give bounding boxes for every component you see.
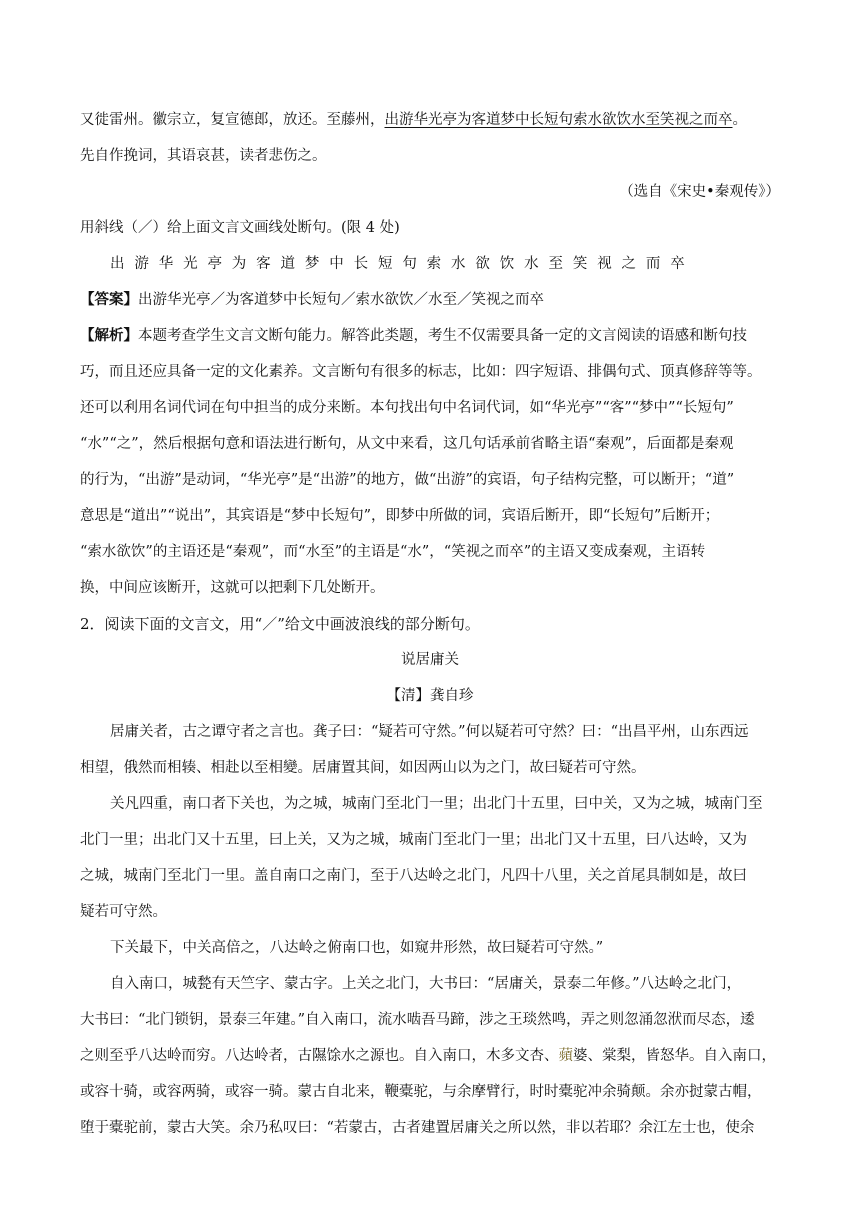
- question-prompt: 2．阅读下面的文言文，用“／”给文中画波浪线的部分断句。: [80, 615, 480, 633]
- essay-author: 【清】龚自珍: [386, 688, 474, 704]
- essay-text: 之则至乎八达岭而穷。八达岭者，古隰馀水之源也。自入南口，木多文杏、: [80, 1048, 559, 1064]
- essay-paragraph-line: 居庸关者，古之谭守者之言也。龚子曰：“疑若可守然。”何以疑若可守然？曰：“出昌平州，山东西远: [110, 724, 749, 740]
- passage-text: 又徙雷州。徽宗立，复宣德郎，放还。至藤州，: [80, 112, 385, 128]
- essay-paragraph-line: 北门一里；出北门又十五里，曰上关，又为之城，城南门至北门一里；出北门又十五里，曰八达岭，又为: [80, 832, 747, 848]
- analysis-line: [80, 326, 780, 346]
- analysis-text: 本题考查学生文言文断句能力。解答此类题，考生不仅需要具备一定的文言阅读的语感和断句技: [138, 328, 747, 344]
- essay-paragraph-line: 下关最下，中关高倍之，八达岭之俯南口也，如窥井形然，故曰疑若可守然。”: [110, 940, 604, 956]
- essay-text: 婆、棠梨，皆怒华。自入南口，: [573, 1048, 776, 1064]
- spaced-sentence: 出游华光亭为客道梦中长短句索水欲饮水至笑视之而卒: [110, 256, 695, 272]
- passage-line-1: [80, 110, 780, 130]
- essay-paragraph-line: 自入南口，城甃有天竺字、蒙古字。上关之北门，大书曰：“居庸关，景泰二年修。”八达岭之北门，: [110, 976, 742, 992]
- analysis-line: 意思是“道出”“说出”，其宾语是“梦中长短句”，即梦中所做的词，宾语后断开，即“长短句”后断开；: [80, 508, 720, 524]
- essay-title: 说居庸关: [401, 652, 459, 668]
- analysis-line: 的行为，“出游”是动词，“华光亭”是“出游”的地方，做“出游”的宾语，句子结构完整，可以断开；“道”: [80, 472, 735, 488]
- passage-source: （选自《宋史•秦观传》）: [619, 184, 780, 200]
- analysis-line: “索水欲饮”的主语还是“秦观”，而“水至”的主语是“水”，“笑视之而卒”的主语又变成秦观，主语转: [80, 544, 706, 560]
- analysis-line: 还可以利用名词代词在句中担当的成分来断。本句找出句中名词代词，如“华光亭”“客”“梦中”“长短句”: [80, 400, 734, 416]
- essay-paragraph-line: [80, 1046, 780, 1066]
- highlighted-char: 蘋: [558, 1048, 573, 1064]
- analysis-label: 【解析】: [80, 327, 138, 344]
- analysis-line: “水”“之”，然后根据句意和语法进行断句，从文中来看，这几句话承前省略主语“秦观”，后面都是秦观: [80, 436, 734, 452]
- essay-paragraph-line: 之城，城南门至北门一里。盖自南口之南门，至于八达岭之北门，凡四十八里，关之首尾具制如是，故曰: [80, 868, 747, 884]
- essay-paragraph-line: 疑若可守然。: [80, 904, 167, 920]
- passage-text: 。: [732, 112, 747, 128]
- analysis-line: 巧，而且还应具备一定的文化素养。文言断句有很多的标志，比如：四字短语、排偶句式、顶真修辞等等。: [80, 364, 762, 380]
- essay-paragraph-line: 或容十骑，或容两骑，或容一骑。蒙古自北来，鞭橐驼，与余摩臂行，时时橐驼冲余骑颠。余亦挝蒙古帽，: [80, 1084, 762, 1100]
- underlined-sentence: 出游华光亭为客道梦中长短句索水欲饮水至笑视之而卒: [384, 112, 733, 128]
- essay-paragraph-line: 大书曰：“北门锁钥，景泰三年建。”自入南口，流水啮吾马蹄，涉之王琰然鸣，弄之则忽涌忽洑而尽态，逶: [80, 1012, 755, 1028]
- passage-line-2: 先自作挽词，其语哀甚，读者悲伤之。: [80, 148, 327, 164]
- answer-text: 出游华光亭／为客道梦中长短句／索水欲饮／水至／笑视之而卒: [138, 292, 544, 308]
- essay-paragraph-line: 堕于橐驼前，蒙古大笑。余乃私叹曰：“若蒙古，古者建置居庸关之所以然，非以若耶？余江左士也，使余: [80, 1120, 755, 1136]
- essay-paragraph-line: 相望，俄然而相辏、相赴以至相變。居庸置其间，如因两山以为之门，故曰疑若可守然。: [80, 760, 646, 776]
- analysis-line: 换，中间应该断开，这就可以把剩下几处断开。: [80, 580, 385, 596]
- question-prompt: 用斜线（／）给上面文言文画线处断句。(限 4 处): [80, 220, 400, 236]
- answer-label: 【答案】: [80, 291, 138, 308]
- essay-paragraph-line: 关凡四重，南口者下关也，为之城，城南门至北门一里；出北门十五里，曰中关，又为之城，城南门至: [110, 796, 763, 812]
- answer-line: [80, 290, 780, 310]
